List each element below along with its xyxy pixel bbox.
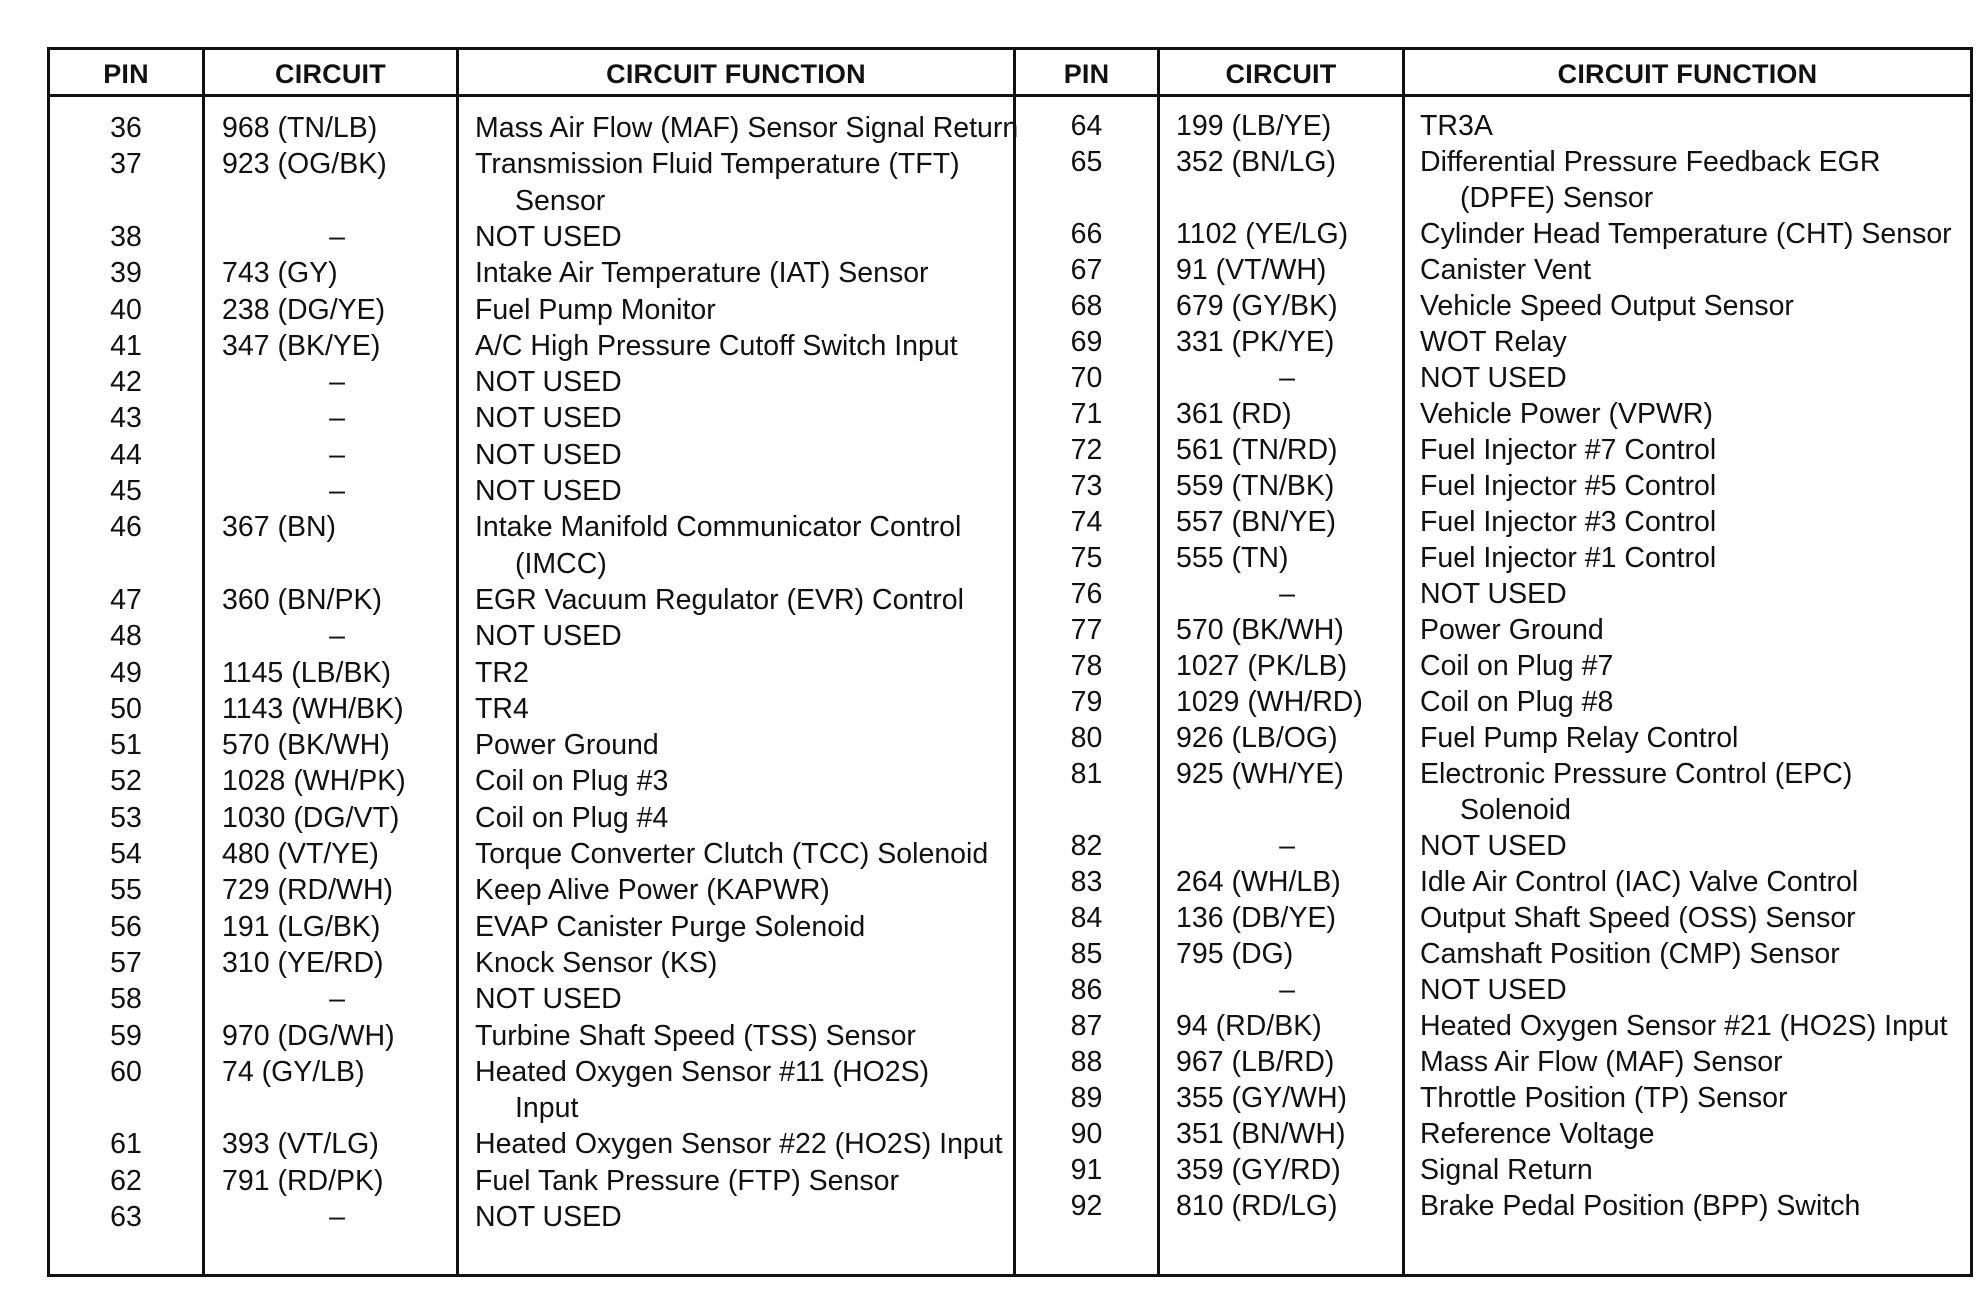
pin-number: 88	[1070, 1046, 1103, 1078]
circuit-code: 923 (OG/BK)	[222, 148, 387, 181]
circuit-function: Transmission Fluid Temperature (TFT)	[475, 148, 960, 181]
header-pin-right: PIN	[1063, 59, 1110, 89]
circuit-function: A/C High Pressure Cutoff Switch Input	[475, 329, 958, 362]
circuit-code: –	[329, 220, 345, 253]
circuit-function: Coil on Plug #7	[1420, 650, 1614, 682]
circuit-code: –	[329, 620, 345, 653]
circuit-function: Mass Air Flow (MAF) Sensor	[1420, 1046, 1783, 1078]
circuit-function: NOT USED	[475, 983, 622, 1016]
circuit-code: –	[1279, 362, 1295, 394]
circuit-function: Output Shaft Speed (OSS) Sensor	[1420, 902, 1856, 934]
circuit-code: 360 (BN/PK)	[222, 583, 382, 616]
header-circuit-left: CIRCUIT	[275, 59, 386, 89]
circuit-code: 1029 (WH/RD)	[1176, 686, 1363, 718]
header-function-left: CIRCUIT FUNCTION	[606, 59, 866, 89]
header-circuit-right: CIRCUIT	[1225, 59, 1337, 89]
pin-number: 51	[110, 729, 142, 762]
pin-number: 67	[1070, 254, 1103, 286]
circuit-function: Intake Air Temperature (IAT) Sensor	[475, 257, 929, 290]
circuit-function: Idle Air Control (IAC) Valve Control	[1420, 866, 1859, 898]
circuit-code: 191 (LG/BK)	[222, 910, 381, 943]
circuit-function: NOT USED	[475, 220, 622, 253]
column-divider	[456, 50, 459, 1274]
circuit-function: Heated Oxygen Sensor #22 (HO2S) Input	[475, 1128, 1003, 1161]
pin-number: 64	[1070, 110, 1103, 142]
pin-number: 70	[1070, 362, 1103, 394]
circuit-function: Differential Pressure Feedback EGR	[1420, 146, 1881, 178]
circuit-function: Power Ground	[475, 729, 659, 762]
pin-number: 39	[110, 257, 142, 290]
circuit-code: 743 (GY)	[222, 257, 338, 290]
pin-number: 76	[1070, 578, 1103, 610]
pin-number: 53	[110, 801, 142, 834]
circuit-code: 264 (WH/LB)	[1176, 866, 1341, 898]
pin-number: 63	[110, 1201, 142, 1233]
circuit-code: 310 (YE/RD)	[222, 946, 384, 979]
pin-number: 78	[1070, 650, 1103, 682]
pin-number: 73	[1070, 470, 1103, 502]
pin-number: 61	[110, 1128, 142, 1161]
pin-number: 72	[1070, 434, 1103, 466]
circuit-function: TR2	[475, 656, 529, 689]
circuit-code: 1102 (YE/LG)	[1176, 218, 1349, 250]
circuit-code: 347 (BK/YE)	[222, 329, 381, 362]
pin-number: 68	[1070, 290, 1103, 322]
pin-number: 52	[110, 765, 142, 798]
pin-number: 75	[1070, 542, 1103, 574]
circuit-function: Power Ground	[1420, 614, 1604, 646]
circuit-code: 238 (DG/YE)	[222, 293, 386, 326]
pin-number: 42	[110, 366, 142, 399]
pin-number: 91	[1070, 1154, 1103, 1186]
pin-number: 58	[110, 983, 142, 1016]
circuit-function: Vehicle Speed Output Sensor	[1420, 290, 1794, 322]
pin-number: 83	[1070, 866, 1103, 898]
circuit-function: Vehicle Power (VPWR)	[1420, 398, 1714, 430]
circuit-code: 970 (DG/WH)	[222, 1019, 395, 1052]
header-function-right: CIRCUIT FUNCTION	[1557, 59, 1818, 89]
circuit-function: NOT USED	[475, 438, 622, 471]
circuit-function: WOT Relay	[1420, 326, 1567, 358]
pin-number: 90	[1070, 1118, 1103, 1150]
circuit-code: 1145 (LB/BK)	[222, 656, 391, 689]
pin-number: 56	[110, 910, 142, 943]
circuit-function: TR3A	[1420, 110, 1493, 142]
circuit-function: Fuel Injector #7 Control	[1420, 434, 1717, 466]
pin-number: 59	[110, 1019, 142, 1052]
circuit-function: TR4	[475, 692, 529, 725]
circuit-code: 557 (BN/YE)	[1176, 506, 1336, 538]
circuit-function: Fuel Pump Relay Control	[1420, 722, 1739, 754]
pin-number: 62	[110, 1164, 142, 1197]
pin-number: 82	[1070, 830, 1103, 862]
circuit-function: Camshaft Position (CMP) Sensor	[1420, 938, 1840, 970]
pin-number: 66	[1070, 218, 1103, 250]
pin-number: 36	[110, 112, 142, 144]
circuit-code: 367 (BN)	[222, 511, 337, 544]
circuit-code: 91 (VT/WH)	[1176, 254, 1327, 286]
pin-number: 71	[1070, 398, 1103, 430]
pin-number: 85	[1070, 938, 1103, 970]
circuit-code: 359 (GY/RD)	[1176, 1154, 1341, 1186]
circuit-code: 926 (LB/OG)	[1176, 722, 1338, 754]
pin-number: 69	[1070, 326, 1103, 358]
pin-number: 81	[1070, 758, 1103, 790]
circuit-function: Intake Manifold Communicator Control	[475, 511, 962, 544]
circuit-code: 199 (LB/YE)	[1176, 110, 1332, 142]
circuit-function: EGR Vacuum Regulator (EVR) Control	[475, 583, 964, 616]
circuit-code: 925 (WH/YE)	[1176, 758, 1344, 790]
pin-number: 92	[1070, 1190, 1103, 1222]
circuit-function: Input	[515, 1092, 579, 1125]
pin-number: 74	[1070, 506, 1103, 538]
circuit-function: Heated Oxygen Sensor #21 (HO2S) Input	[1420, 1010, 1948, 1042]
circuit-code: 352 (BN/LG)	[1176, 146, 1336, 178]
circuit-code: 967 (LB/RD)	[1176, 1046, 1335, 1078]
pin-number: 38	[110, 220, 142, 253]
circuit-function: Coil on Plug #8	[1420, 686, 1614, 718]
circuit-function: NOT USED	[475, 366, 622, 399]
circuit-code: –	[1279, 830, 1295, 862]
column-divider	[202, 50, 205, 1274]
pin-number: 55	[110, 874, 142, 907]
circuit-function: Heated Oxygen Sensor #11 (HO2S)	[475, 1055, 930, 1088]
circuit-code: 1027 (PK/LB)	[1176, 650, 1348, 682]
column-divider	[1157, 50, 1160, 1274]
pin-number: 89	[1070, 1082, 1103, 1114]
circuit-code: –	[329, 983, 345, 1016]
circuit-function: Turbine Shaft Speed (TSS) Sensor	[475, 1019, 916, 1052]
circuit-code: 791 (RD/PK)	[222, 1164, 384, 1197]
pin-number: 54	[110, 838, 142, 870]
circuit-code: 480 (VT/YE)	[222, 838, 379, 870]
pin-number: 49	[110, 656, 142, 689]
circuit-code: 570 (BK/WH)	[222, 729, 390, 762]
circuit-function: Fuel Injector #5 Control	[1420, 470, 1717, 502]
pin-number: 43	[110, 402, 142, 435]
circuit-code: 331 (PK/YE)	[1176, 326, 1335, 358]
circuit-code: 1030 (DG/VT)	[222, 801, 400, 834]
pin-number: 57	[110, 946, 142, 979]
circuit-function: NOT USED	[475, 1201, 622, 1233]
pin-table	[47, 47, 1973, 1277]
pin-number: 40	[110, 293, 142, 326]
circuit-code: –	[329, 438, 345, 471]
circuit-function: Brake Pedal Position (BPP) Switch	[1420, 1190, 1861, 1222]
circuit-function: Reference Voltage	[1420, 1118, 1655, 1150]
circuit-function: NOT USED	[1420, 830, 1567, 862]
circuit-code: 393 (VT/LG)	[222, 1128, 379, 1161]
circuit-code: –	[329, 1201, 345, 1233]
circuit-code: 810 (RD/LG)	[1176, 1190, 1338, 1222]
circuit-function: NOT USED	[1420, 362, 1567, 394]
header-divider	[50, 94, 1970, 97]
header-pin-left: PIN	[103, 59, 149, 89]
circuit-code: –	[329, 475, 345, 507]
circuit-function: EVAP Canister Purge Solenoid	[475, 910, 866, 943]
pin-number: 87	[1070, 1010, 1103, 1042]
circuit-function: Mass Air Flow (MAF) Sensor Signal Return	[475, 112, 1019, 144]
pin-number: 86	[1070, 974, 1103, 1006]
column-divider	[1402, 50, 1405, 1274]
circuit-code: 559 (TN/BK)	[1176, 470, 1335, 502]
circuit-function: Keep Alive Power (KAPWR)	[475, 874, 830, 907]
circuit-function: Fuel Tank Pressure (FTP) Sensor	[475, 1164, 899, 1197]
circuit-code: 968 (TN/LB)	[222, 112, 378, 144]
pin-number: 44	[110, 438, 142, 471]
circuit-function: (DPFE) Sensor	[1460, 182, 1654, 214]
circuit-code: 1143 (WH/BK)	[222, 692, 404, 725]
circuit-function: NOT USED	[1420, 974, 1567, 1006]
circuit-function: NOT USED	[1420, 578, 1567, 610]
circuit-code: –	[329, 402, 345, 435]
circuit-function: Torque Converter Clutch (TCC) Solenoid	[475, 838, 989, 870]
pin-number: 41	[110, 329, 142, 362]
circuit-code: –	[1279, 578, 1295, 610]
pin-number: 77	[1070, 614, 1103, 646]
pin-number: 46	[110, 511, 142, 544]
pin-number: 84	[1070, 902, 1103, 934]
circuit-function: Sensor	[515, 184, 606, 217]
circuit-code: 561 (TN/RD)	[1176, 434, 1338, 466]
pin-number: 37	[110, 148, 142, 181]
circuit-code: –	[329, 366, 345, 399]
circuit-function: Solenoid	[1460, 794, 1571, 826]
circuit-function: NOT USED	[475, 475, 622, 507]
circuit-function: (IMCC)	[515, 547, 607, 580]
circuit-code: 94 (RD/BK)	[1176, 1010, 1322, 1042]
circuit-function: Throttle Position (TP) Sensor	[1420, 1082, 1788, 1114]
circuit-function: NOT USED	[475, 402, 622, 435]
circuit-function: Fuel Injector #3 Control	[1420, 506, 1717, 538]
circuit-function: Signal Return	[1420, 1154, 1593, 1186]
circuit-code: 570 (BK/WH)	[1176, 614, 1344, 646]
pin-number: 45	[110, 475, 142, 507]
circuit-code: 136 (DB/YE)	[1176, 902, 1336, 934]
circuit-function: Cylinder Head Temperature (CHT) Sensor	[1420, 218, 1952, 250]
circuit-function: Electronic Pressure Control (EPC)	[1420, 758, 1853, 790]
circuit-function: NOT USED	[475, 620, 622, 653]
circuit-code: 729 (RD/WH)	[222, 874, 394, 907]
circuit-code: –	[1279, 974, 1295, 1006]
circuit-function: Canister Vent	[1420, 254, 1592, 286]
pin-number: 65	[1070, 146, 1103, 178]
pin-number: 80	[1070, 722, 1103, 754]
circuit-function: Fuel Pump Monitor	[475, 293, 716, 326]
circuit-code: 74 (GY/LB)	[222, 1055, 365, 1088]
circuit-function: Coil on Plug #3	[475, 765, 669, 798]
circuit-code: 1028 (WH/PK)	[222, 765, 406, 798]
circuit-code: 351 (BN/WH)	[1176, 1118, 1346, 1150]
pin-number: 47	[110, 583, 142, 616]
circuit-code: 555 (TN)	[1176, 542, 1289, 574]
circuit-code: 361 (RD)	[1176, 398, 1292, 430]
pin-number: 79	[1070, 686, 1103, 718]
circuit-function: Knock Sensor (KS)	[475, 946, 718, 979]
circuit-code: 679 (GY/BK)	[1176, 290, 1338, 322]
pin-number: 50	[110, 692, 142, 725]
circuit-function: Coil on Plug #4	[475, 801, 669, 834]
pin-number: 48	[110, 620, 142, 653]
circuit-code: 795 (DG)	[1176, 938, 1294, 970]
circuit-function: Fuel Injector #1 Control	[1420, 542, 1717, 574]
circuit-code: 355 (GY/WH)	[1176, 1082, 1348, 1114]
pin-number: 60	[110, 1055, 142, 1088]
